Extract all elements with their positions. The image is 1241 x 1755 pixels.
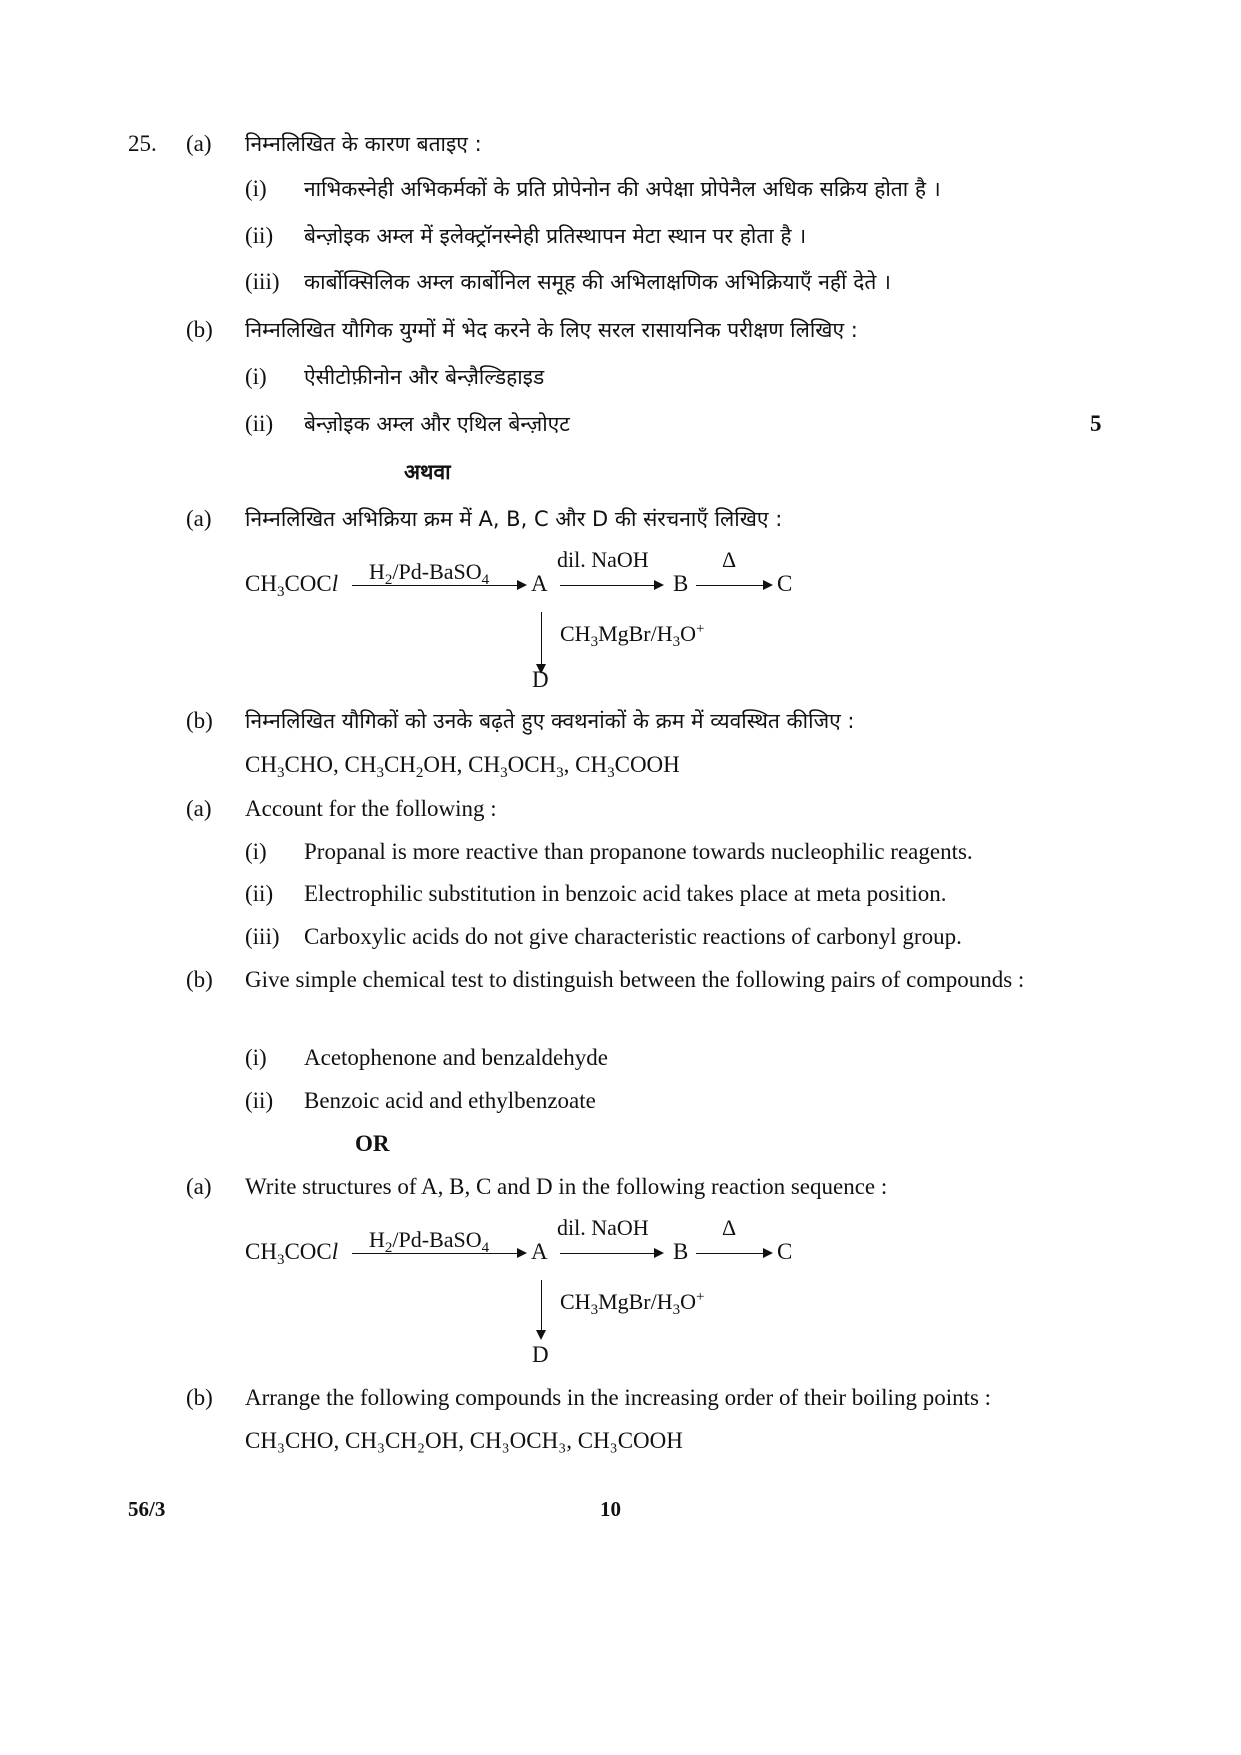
reagent-1: $H_2/Pd-BaSO_4$: [369, 1227, 490, 1256]
compounds-list-hi: $CH_3CHO$, $CH_3CH_2OH$, $CH_3OCH_3$, $CH_3COOH$: [245, 752, 680, 781]
hi-or-a-text: निम्नलिखित अभिक्रिया क्रम में A, B, C और D की संरचनाएँ लिखिए :: [245, 507, 783, 531]
product-b: B: [673, 571, 689, 596]
hi-b-label: (b): [186, 317, 213, 342]
arrow-down: [541, 1280, 542, 1338]
en-b-item-num: (i): [245, 1045, 267, 1070]
en-a-label: (a): [186, 796, 212, 821]
arrow-3: [696, 585, 771, 586]
hi-a-item-num: (iii): [245, 269, 280, 294]
hi-or: अथवा: [404, 460, 451, 484]
en-a-item-num: (i): [245, 839, 267, 864]
reagent-2: dil. NaOH: [557, 1215, 649, 1240]
arrow-1: [352, 585, 525, 586]
arrow-down: [541, 612, 542, 672]
en-a-item-num: (ii): [245, 881, 274, 906]
question-number: 25.: [128, 131, 157, 156]
en-b-item-text: Benzoic acid and ethylbenzoate: [304, 1088, 596, 1113]
hi-a-item-num: (ii): [245, 223, 274, 248]
hi-a-item-text: बेन्ज़ोइक अम्ल में इलेक्ट्रॉनस्नेही प्रतिस्थापन मेटा स्थान पर होता है ।: [304, 224, 807, 248]
product-c: C: [777, 1239, 793, 1264]
compounds-list-en: CH₃CHO, CH₃CH₂OH, CH₃OCH₃, CH₃COOH: [245, 1428, 683, 1453]
hi-or-a-label: (a): [186, 506, 212, 531]
en-a-text: Account for the following :: [245, 796, 497, 821]
reagent-4: $CH_3MgBr/H_3O^+$: [560, 1289, 705, 1318]
product-c: C: [777, 571, 793, 596]
reagent-3: Δ: [722, 547, 737, 572]
arrow-2: [560, 1253, 662, 1254]
paper-code: 56/3: [128, 1497, 166, 1521]
marks: 5: [1090, 411, 1102, 436]
product-b: B: [673, 1239, 689, 1264]
en-or-b-label: (b): [186, 1385, 213, 1410]
en-or-a-text: Write structures of A, B, C and D in the following reaction sequence :: [245, 1174, 888, 1199]
hi-b-item-num: (ii): [245, 411, 274, 436]
en-a-item-num: (iii): [245, 924, 280, 949]
reaction-start: $CH_3COCl$: [245, 1239, 339, 1268]
reagent-4: $CH_3MgBr/H_3O^+$: [560, 621, 705, 650]
en-or-b-text: Arrange the following compounds in the increasing order of their boiling points :: [245, 1385, 992, 1410]
en-b-label: (b): [186, 967, 213, 992]
hi-b-item-text: ऐसीटोफ़ीनोन और बेन्ज़ैल्डिहाइड: [304, 365, 545, 389]
en-a-item-text: Propanal is more reactive than propanone towards nucleophilic reagents.: [304, 839, 973, 864]
en-b-item-text: Acetophenone and benzaldehyde: [304, 1045, 608, 1070]
reagent-1: $H_2/Pd-BaSO_4$: [369, 559, 490, 588]
reaction-start: $CH_3COCl$: [245, 571, 339, 600]
product-a: A: [531, 571, 548, 596]
hi-b-item-num: (i): [245, 364, 267, 389]
en-b-text: Give simple chemical test to distinguish between the following pairs of compounds :: [245, 967, 1025, 992]
arrow-1: [352, 1253, 525, 1254]
reagent-3: Δ: [722, 1215, 737, 1240]
en-a-item-text: Electrophilic substitution in benzoic acid takes place at meta position.: [304, 881, 947, 906]
hi-b-text: निम्नलिखित यौगिक युग्मों में भेद करने के लिए सरल रासायनिक परीक्षण लिखिए :: [245, 318, 858, 342]
hi-a-text: निम्नलिखित के कारण बताइए :: [245, 132, 482, 156]
hi-a-item-num: (i): [245, 176, 267, 201]
hi-a-label: (a): [186, 131, 212, 156]
en-b-item-num: (ii): [245, 1088, 274, 1113]
en-or: OR: [355, 1131, 390, 1156]
reagent-2: dil. NaOH: [557, 547, 649, 572]
hi-or-b-text: निम्नलिखित यौगिकों को उनके बढ़ते हुए क्वथनांकों के क्रम में व्यवस्थित कीजिए :: [245, 709, 855, 733]
page-number: 10: [600, 1497, 621, 1521]
en-or-a-label: (a): [186, 1174, 212, 1199]
product-d: D: [532, 667, 549, 692]
arrow-3: [696, 1253, 771, 1254]
hi-a-item-text: कार्बोक्सिलिक अम्ल कार्बोनिल समूह की अभिलाक्षणिक अभिक्रियाएँ नहीं देते ।: [304, 270, 891, 294]
hi-or-b-label: (b): [186, 708, 213, 733]
arrow-2: [560, 585, 662, 586]
hi-b-item-text: बेन्ज़ोइक अम्ल और एथिल बेन्ज़ोएट: [304, 412, 570, 436]
product-d: D: [532, 1342, 549, 1367]
en-a-item-text: Carboxylic acids do not give characteristic reactions of carbonyl group.: [304, 924, 962, 949]
hi-a-item-text: नाभिकस्नेही अभिकर्मकों के प्रति प्रोपेनोन की अपेक्षा प्रोपेनैल अधिक सक्रिय होता है ।: [304, 177, 941, 201]
product-a: A: [531, 1239, 548, 1264]
